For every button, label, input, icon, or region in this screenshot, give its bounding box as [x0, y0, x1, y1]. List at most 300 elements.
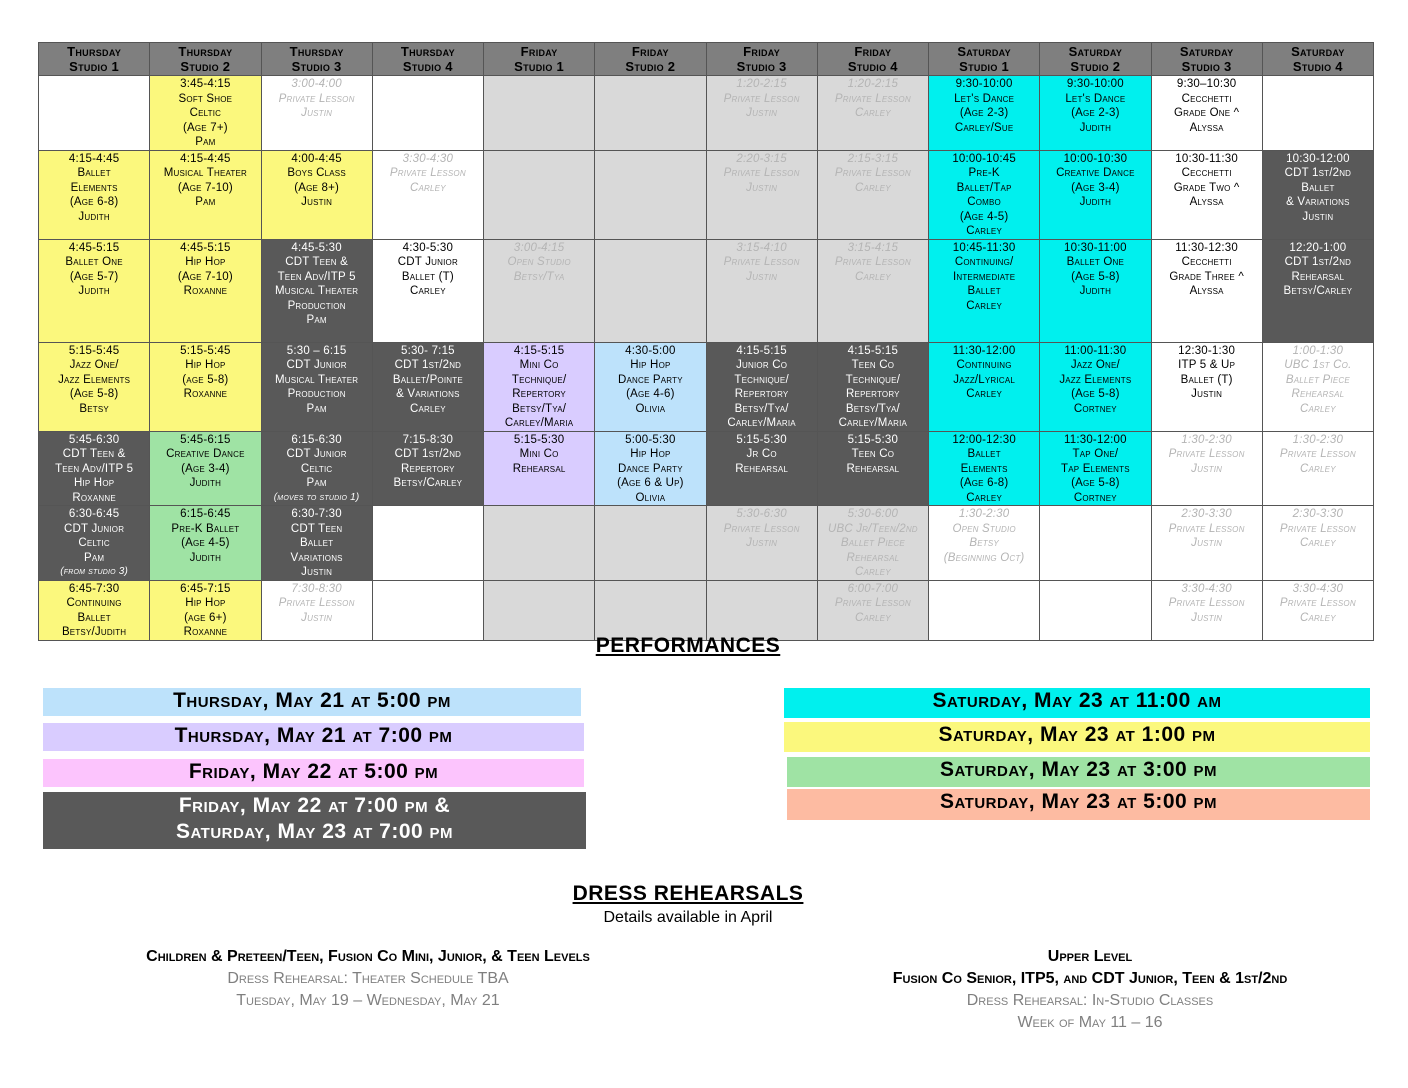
class-cell-line: 9:30-10:00 — [955, 78, 1013, 90]
class-cell-line: CDT Teen & — [285, 256, 348, 268]
dress-rehearsal-children-block — [0, 946, 736, 1012]
schedule-body — [39, 76, 1374, 641]
class-cell-line: Hip Hop — [185, 597, 226, 609]
class-cell-line: Jazz One/ — [69, 359, 119, 371]
class-cell-line: Ballet — [77, 611, 111, 624]
dress-left-line1: Dress Rehearsal: Theater Schedule TBA — [227, 970, 509, 987]
class-cell-line: Intermediate — [952, 270, 1016, 283]
class-cell-line: Roxanne — [183, 285, 228, 297]
class-cell-line: Judith — [78, 210, 110, 223]
class-cell — [372, 431, 483, 506]
class-cell-line: (Age 7-10) — [177, 181, 233, 194]
class-cell-line: Pam — [195, 136, 216, 148]
class-cell-line: Betsy/Tya/ — [512, 402, 567, 415]
schedule-row — [39, 580, 1374, 640]
class-cell-line: Ballet — [299, 537, 334, 549]
column-header — [1262, 43, 1373, 76]
empty-cell — [595, 239, 706, 342]
class-cell-line: Ballet — [1301, 181, 1335, 194]
class-cell-line: Open Studio — [952, 522, 1016, 535]
class-cell-note: (from studio 3) — [60, 566, 129, 577]
class-cell-line: Pam — [306, 477, 327, 489]
class-cell-line: 6:30-7:30 — [291, 508, 342, 520]
class-cell-line: Celtic — [189, 107, 222, 119]
class-cell-line: Judith — [189, 551, 222, 564]
class-cell-line: Carley — [966, 388, 1002, 400]
class-cell-line: Carley — [855, 566, 891, 578]
class-cell-line: CDT 1st/2nd — [1284, 167, 1352, 179]
class-cell-line: 1:30-2:30 — [1181, 433, 1232, 446]
class-cell-line: 5:15-5:45 — [180, 344, 231, 357]
empty-cell — [372, 580, 483, 640]
class-cell-line: Jazz Elements — [58, 373, 131, 386]
class-cell-line: Betsy/Tya/ — [845, 402, 900, 415]
class-cell-line: 10:30-11:00 — [1064, 241, 1127, 254]
class-cell-line: CDT 1st/2nd — [394, 359, 462, 371]
empty-cell — [1262, 76, 1373, 151]
class-cell-line: 2:15-3:15 — [847, 152, 899, 165]
class-cell-line: Alyssa — [1189, 196, 1224, 208]
class-cell-line: 11:30-12:30 — [1175, 241, 1238, 254]
class-cell-line: 10:45-11:30 — [952, 241, 1016, 254]
class-cell-line: Carley — [966, 225, 1002, 237]
empty-cell — [706, 580, 817, 640]
class-cell-line: 12:20-1:00 — [1289, 241, 1347, 254]
class-cell — [150, 76, 261, 151]
class-cell — [706, 506, 817, 581]
class-cell-line: CDT Junior — [397, 256, 458, 268]
column-header-line: Saturday — [1179, 44, 1234, 59]
class-cell-line: 10:30-12:00 — [1286, 152, 1350, 165]
performance-friday-5pm: Friday, May 22 at 5:00 pm — [43, 759, 584, 787]
class-cell — [1262, 431, 1373, 506]
class-cell — [817, 506, 928, 581]
class-cell — [1040, 239, 1151, 342]
class-cell-line: Private Lesson — [1279, 448, 1356, 460]
class-cell-line: (Age 5-8) — [1071, 477, 1120, 489]
class-cell-line: Tap One/ — [1072, 448, 1119, 460]
dress-right-title1: Upper Level — [1047, 948, 1133, 965]
class-cell-line: CDT Junior — [286, 448, 347, 460]
class-cell-line: Justin — [746, 537, 778, 549]
class-cell-line: Teen Co — [851, 359, 895, 371]
class-cell-line: 10:00-10:30 — [1063, 152, 1128, 165]
empty-cell — [372, 76, 483, 151]
column-header-line: Studio 2 — [180, 59, 231, 74]
class-cell — [817, 76, 928, 151]
class-cell-line: Carley/Sue — [954, 121, 1014, 134]
class-cell-line: (age 6+) — [184, 611, 227, 624]
class-cell-line: Betsy/Judith — [61, 626, 127, 638]
empty-cell — [484, 506, 595, 581]
class-cell-line: (Age 3-4) — [1071, 181, 1120, 194]
column-header-line: Thursday — [289, 44, 344, 59]
class-cell-line: Rehearsal — [846, 462, 900, 475]
class-cell-line: Pam — [195, 196, 216, 208]
class-cell-line: Betsy — [79, 402, 109, 415]
class-cell-line: Justin — [301, 107, 333, 119]
class-cell-line: Private Lesson — [723, 92, 800, 105]
class-cell-line: Cortney — [1073, 491, 1117, 504]
class-cell-line: Justin — [746, 181, 778, 194]
class-cell-line: (Age 5-8) — [1071, 270, 1120, 283]
class-cell — [150, 506, 261, 581]
class-cell-line: 9:30–10:30 — [1176, 78, 1237, 90]
column-header — [817, 43, 928, 76]
class-cell-line: Roxanne — [183, 388, 228, 400]
class-cell-line: Private Lesson — [834, 167, 911, 179]
dress-right-line2: Week of May 11 – 16 — [1017, 1014, 1163, 1031]
class-cell-line: (Age 8+) — [294, 181, 340, 194]
empty-cell — [595, 76, 706, 151]
class-cell-line: Judith — [1079, 121, 1112, 134]
class-cell-line: Grade Three ^ — [1169, 270, 1244, 283]
class-cell-line: Mini Co — [519, 359, 559, 371]
class-cell-line: Olivia — [635, 491, 666, 504]
class-cell-line: Judith — [1079, 285, 1112, 297]
class-cell — [706, 150, 817, 239]
class-cell-line: Dance Party — [617, 462, 683, 475]
class-cell-line: Jazz One/ — [1070, 359, 1120, 371]
class-cell — [929, 506, 1040, 581]
class-cell — [1151, 342, 1262, 431]
column-header-line: Thursday — [67, 44, 122, 59]
class-cell-line: Creative Dance — [1056, 167, 1135, 179]
class-cell-line: Private Lesson — [723, 256, 800, 268]
class-cell — [929, 431, 1040, 506]
class-cell — [261, 580, 372, 640]
class-cell-line: 3:00-4:00 — [291, 78, 342, 90]
class-cell-line: UBC 1st Co. — [1284, 359, 1352, 371]
class-cell-line: 5:15-5:30 — [736, 433, 787, 446]
class-cell — [929, 342, 1040, 431]
class-cell-line: (age 5-8) — [182, 373, 229, 386]
class-cell-line: Pam — [306, 402, 327, 415]
class-cell-line: Justin — [1191, 462, 1223, 475]
class-cell — [595, 431, 706, 506]
class-cell-line: 6:45-7:15 — [180, 582, 231, 595]
class-cell-line: Carley — [855, 611, 891, 624]
empty-cell — [595, 506, 706, 581]
class-cell — [484, 431, 595, 506]
class-cell-line: Variations — [290, 551, 343, 564]
class-cell-line: Carley — [1300, 462, 1336, 475]
class-cell-line: 6:15-6:30 — [291, 433, 342, 446]
column-header-line: Saturday — [1068, 44, 1123, 59]
class-cell-note: (moves to studio 1) — [273, 491, 360, 503]
class-cell-line: 4:45-5:30 — [291, 241, 342, 254]
class-cell — [484, 342, 595, 431]
class-cell — [150, 431, 261, 506]
class-cell-line: Let's Dance — [1065, 92, 1126, 105]
class-cell-line: Rehearsal — [1291, 388, 1345, 400]
class-cell-line: Teen Adv/ITP 5 — [55, 462, 134, 475]
dress-rehearsals-heading: DRESS REHEARSALS — [572, 882, 804, 905]
class-cell-line: (Age 5-8) — [1071, 388, 1120, 400]
column-header-line: Studio 2 — [625, 59, 676, 74]
class-cell-line: Ballet One — [1066, 256, 1125, 268]
class-cell-line: (Age 5-8) — [69, 388, 119, 400]
empty-cell — [595, 580, 706, 640]
class-cell — [39, 580, 150, 640]
class-cell-line: 5:30-6:00 — [847, 508, 899, 520]
class-cell-line: 5:15-5:45 — [68, 344, 120, 357]
schedule-row — [39, 239, 1374, 342]
column-header-line: Thursday — [178, 44, 233, 59]
class-cell-line: Boys Class — [287, 167, 346, 179]
column-header — [706, 43, 817, 76]
class-cell-line: (Age 2-3) — [959, 107, 1009, 119]
class-cell-line: Continuing — [66, 597, 122, 609]
class-cell-line: Carley — [855, 181, 891, 194]
performance-saturday-1pm: Saturday, May 23 at 1:00 pm — [784, 722, 1370, 752]
class-cell-line: Pre-K Ballet — [171, 522, 240, 535]
column-header — [1040, 43, 1151, 76]
class-cell-line: Cecchetti — [1181, 92, 1232, 105]
class-cell-line: Judith — [78, 285, 110, 297]
class-cell-line: (Age 4-5) — [959, 210, 1009, 223]
class-cell — [1151, 239, 1262, 342]
performance-thursday-5pm: Thursday, May 21 at 5:00 pm — [43, 688, 581, 716]
class-cell — [150, 239, 261, 342]
class-cell — [817, 150, 928, 239]
class-cell — [1151, 580, 1262, 640]
class-cell — [1262, 239, 1373, 342]
class-cell — [1262, 506, 1373, 581]
class-cell-line: 3:00-4:15 — [513, 241, 565, 254]
class-cell-line: Private Lesson — [1168, 597, 1245, 609]
class-cell-line: 6:00-7:00 — [847, 582, 899, 595]
class-cell-line: Betsy/Tya — [513, 270, 565, 283]
class-cell-line: Ballet/Pointe — [392, 373, 463, 386]
class-cell-line: Private Lesson — [834, 92, 911, 105]
column-header-line: Friday — [854, 44, 892, 59]
class-cell-line: 2:30-3:30 — [1181, 508, 1232, 520]
class-cell — [39, 342, 150, 431]
class-cell-line: Ballet/Tap — [956, 181, 1012, 194]
class-cell-line: 1:30-2:30 — [1292, 433, 1344, 446]
empty-cell — [595, 150, 706, 239]
column-header-line: Studio 3 — [1181, 59, 1232, 74]
class-cell-line: (Age 3-4) — [181, 462, 230, 475]
class-cell — [372, 239, 483, 342]
class-cell-line: 3:30-4:30 — [402, 152, 454, 165]
class-cell-line: Repertory — [512, 388, 566, 400]
class-cell-line: 4:45-5:15 — [68, 241, 120, 254]
class-cell-line: Hip Hop — [630, 448, 671, 460]
class-cell-line: 6:15-6:45 — [180, 508, 231, 520]
class-cell-line: Carley — [1300, 611, 1336, 624]
class-cell-line: 3:15-4:15 — [847, 241, 899, 254]
class-cell-line: CDT Teen & — [62, 448, 126, 460]
class-cell-line: 3:30-4:30 — [1181, 582, 1232, 595]
class-cell-line: Carley — [410, 402, 446, 415]
class-cell-line: Ballet — [967, 448, 1001, 460]
class-cell-line: 5:30-6:30 — [736, 508, 787, 520]
class-cell-line: Cecchetti — [1181, 256, 1232, 268]
class-cell-line: 1:20-2:15 — [847, 78, 899, 90]
class-cell-line: Private Lesson — [389, 167, 466, 179]
column-header-line: Studio 4 — [847, 59, 898, 74]
performance-saturday-5pm: Saturday, May 23 at 5:00 pm — [787, 789, 1370, 820]
class-cell — [39, 506, 150, 581]
column-header-line: Saturday — [1291, 44, 1345, 59]
class-cell-line: Combo — [967, 196, 1001, 208]
class-cell-line: Judith — [1079, 196, 1112, 208]
schedule-row — [39, 431, 1374, 506]
class-cell-line: Musical Theater — [274, 373, 359, 386]
column-header-line: Friday — [743, 44, 781, 59]
class-cell-line: Roxanne — [183, 626, 228, 638]
column-header-line: Thursday — [400, 44, 455, 59]
class-cell — [817, 239, 928, 342]
class-cell-line: Repertory — [846, 388, 900, 400]
class-cell-line: (Age 6-8) — [69, 196, 119, 208]
class-cell-line: Carley — [410, 285, 446, 297]
class-cell-line: 1:30-2:30 — [958, 508, 1010, 520]
column-header — [150, 43, 261, 76]
class-cell-line: Cecchetti — [1181, 167, 1232, 179]
class-cell-line: Private Lesson — [1279, 522, 1356, 535]
class-cell-line: Private Lesson — [278, 92, 355, 105]
schedule-row — [39, 76, 1374, 151]
class-cell — [595, 342, 706, 431]
class-cell-line: 1:20-2:15 — [736, 78, 787, 90]
class-cell-line: Ballet Piece — [840, 537, 905, 549]
class-cell-line: Technique/ — [734, 373, 789, 386]
class-cell-line: Roxanne — [72, 491, 116, 504]
class-cell — [817, 431, 928, 506]
class-cell-line: 9:30-10:00 — [1066, 78, 1124, 90]
empty-cell — [1040, 580, 1151, 640]
class-cell-line: Tap Elements — [1061, 462, 1130, 475]
class-cell-line: Olivia — [635, 402, 666, 415]
column-header — [595, 43, 706, 76]
class-cell — [39, 239, 150, 342]
class-cell — [261, 431, 372, 506]
class-cell-line: Elements — [960, 462, 1008, 475]
class-cell-line: (Age 6-8) — [959, 477, 1009, 489]
class-cell — [1040, 150, 1151, 239]
class-cell-line: (Age 7-10) — [177, 270, 233, 283]
class-cell-line: Private Lesson — [1279, 597, 1356, 609]
class-cell-line: CDT 1st/2nd — [394, 448, 462, 460]
class-cell-line: Private Lesson — [1168, 522, 1245, 535]
class-cell-line: 1:00-1:30 — [1292, 344, 1344, 357]
class-cell — [706, 76, 817, 151]
column-header-line: Friday — [631, 44, 669, 59]
class-cell-line: Ballet — [967, 285, 1001, 297]
class-cell — [817, 580, 928, 640]
column-header-line: Friday — [520, 44, 558, 59]
class-cell-line: Grade Two ^ — [1173, 181, 1240, 194]
class-cell-line: Betsy — [969, 537, 999, 549]
class-cell-line: Jazz Elements — [1059, 373, 1132, 386]
class-cell — [1262, 342, 1373, 431]
column-header-line: Studio 1 — [514, 59, 565, 74]
column-header-line: Studio 1 — [69, 59, 120, 74]
class-cell-line: Carley — [410, 181, 446, 194]
class-cell-line: Carley — [966, 299, 1002, 312]
class-cell-line: 3:30-4:30 — [1292, 582, 1344, 595]
class-cell-line: 4:15-5:15 — [736, 344, 787, 357]
class-cell-line: Open Studio — [507, 256, 571, 268]
performance-saturday-3pm: Saturday, May 23 at 3:00 pm — [787, 757, 1370, 787]
class-cell-line: 6:30-6:45 — [68, 508, 120, 520]
class-cell-line: Jazz/Lyrical — [953, 373, 1015, 386]
class-cell-line: Pam — [306, 314, 327, 326]
performances-heading: PERFORMANCES — [595, 634, 781, 657]
class-cell — [706, 431, 817, 506]
class-cell — [39, 431, 150, 506]
class-cell — [1151, 506, 1262, 581]
class-cell-line: 7:15-8:30 — [402, 433, 454, 446]
dress-left-line2: Tuesday, May 19 – Wednesday, May 21 — [236, 992, 500, 1009]
class-cell-line: 3:15-4:10 — [736, 241, 787, 254]
class-cell — [372, 342, 483, 431]
class-cell-line: Repertory — [401, 462, 455, 475]
class-cell-line: Private Lesson — [278, 597, 355, 609]
class-cell — [1151, 150, 1262, 239]
class-cell-line: Carley/Maria — [504, 417, 574, 429]
dress-left-title: Children & Preteen/Teen, Fusion Co Mini, Junior, & Teen Levels — [146, 948, 590, 965]
class-cell-line: Production — [287, 299, 346, 312]
performance-friday-7pm-line: Friday, May 22 at 7:00 pm & — [178, 794, 451, 817]
class-cell-line: Hip Hop — [185, 256, 226, 268]
class-cell — [261, 150, 372, 239]
column-header-line: Studio 1 — [959, 59, 1010, 74]
class-cell-line: Hip Hop — [185, 359, 226, 371]
class-cell-line: 4:15-4:45 — [180, 152, 231, 165]
class-cell-line: (Age 4-5) — [181, 537, 230, 549]
class-cell-line: 12:30-1:30 — [1178, 344, 1236, 357]
class-cell-line: 11:00-11:30 — [1064, 344, 1127, 357]
class-cell-line: 4:30-5:30 — [402, 241, 454, 254]
dress-right-title2: Fusion Co Senior, ITP5, and CDT Junior, Teen & 1st/2nd — [892, 970, 1288, 987]
empty-cell — [484, 150, 595, 239]
class-cell — [261, 506, 372, 581]
class-cell-line: Continuing — [956, 359, 1012, 371]
class-cell-line: ITP 5 & Up — [1178, 359, 1236, 371]
class-cell-line: 2:20-3:15 — [736, 152, 787, 165]
schedule-header-row — [39, 43, 1374, 76]
class-cell-line: 2:30-3:30 — [1292, 508, 1344, 520]
class-cell-line: 4:45-5:15 — [180, 241, 231, 254]
class-cell-line: Ballet — [77, 167, 111, 179]
class-cell-line: Justin — [301, 566, 333, 578]
class-schedule-table — [38, 42, 1374, 641]
class-cell-line: Technique/ — [511, 373, 567, 386]
class-cell — [372, 150, 483, 239]
class-cell — [261, 239, 372, 342]
class-cell-line: 5:45-6:30 — [68, 433, 120, 446]
class-cell-line: Carley/Maria — [838, 417, 908, 429]
class-cell-line: Creative Dance — [166, 448, 245, 460]
empty-cell — [372, 506, 483, 581]
class-cell-line: Technique/ — [845, 373, 901, 386]
class-cell-line: 5:30 – 6:15 — [286, 344, 347, 357]
class-cell-line: CDT Teen — [290, 522, 343, 535]
class-cell-line: Justin — [301, 611, 333, 624]
class-cell-line: Grade One ^ — [1174, 107, 1240, 119]
class-cell-line: (Age 5-7) — [69, 270, 119, 283]
column-header-line: Studio 3 — [291, 59, 342, 74]
class-cell-line: Carley — [1300, 537, 1336, 549]
class-cell-line: 12:00-12:30 — [952, 433, 1016, 446]
class-cell-line: 3:45-4:15 — [180, 78, 231, 90]
class-cell-line: Justin — [301, 196, 333, 208]
class-cell-line: Soft Shoe — [178, 92, 233, 105]
